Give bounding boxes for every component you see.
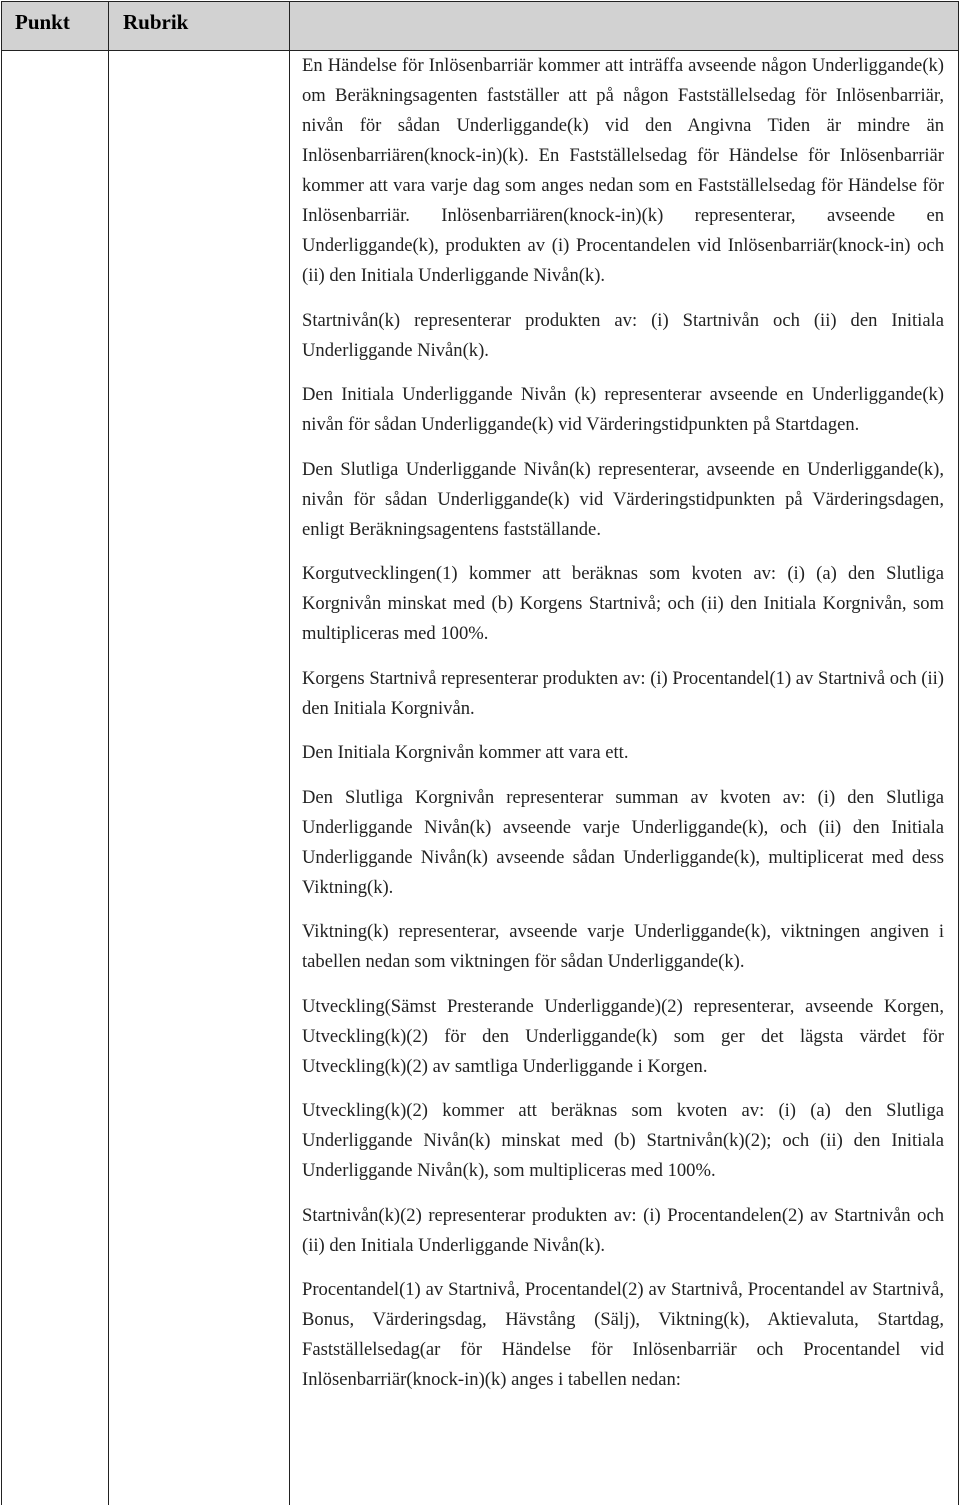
paragraph: En Händelse för Inlösenbarriär kommer att inträffa avseende någon Underliggande(k) om Beräkningsagenten fastställer att på någon Fastställelsedag för Inlösenbarriär, nivån för sådan Underliggande(k) vid den Angivna Tiden är mindre än Inlösenbarriären(knock-in)(k). En Fastställelsedag för Händelse för Inlösenbarriär kommer att vara varje dag som anges nedan som en Fastställelsedag för Händelse för Inlösenbarriär. Inlösenbarriären(knock-in)(k) representerar, avseende en Underliggande(k), produkten av (i) Procentandelen vid Inlösenbarriär(knock-in) och (ii) den Initiala Underliggande Nivån(k). bbox=[302, 55, 944, 286]
paragraph: Utveckling(Sämst Presterande Underliggande)(2) representerar, avseende Korgen, Utveckling(k)(2) för den Underliggande(k) som ger det lägsta värdet för Utveckling(k)(2) av samtliga Underliggande i Korgen. bbox=[302, 995, 944, 1077]
paragraph: Procentandel(1) av Startnivå, Procentandel(2) av Startnivå, Procentandel av Startnivå, Bonus, Värderingsdag, Hävstång (Sälj), Viktning(k), Aktievaluta, Startdag, Fastställelsedag(ar för Händelse för Inlösenbarriär och Procentandel vid Inlösenbarriär(knock-in)(k) anges i tabellen nedan: bbox=[302, 1279, 944, 1390]
column-divider-rubrik bbox=[289, 2, 290, 1505]
paragraph: Den Initiala Underliggande Nivån (k) representerar avseende en Underliggande(k) nivån för sådan Underliggande(k) vid Värderingstidpunkten på Startdagen. bbox=[302, 384, 944, 435]
definitions-table bbox=[1, 1, 959, 1505]
content-cell bbox=[302, 51, 944, 1410]
paragraph: Korgutvecklingen(1) kommer att beräknas som kvoten av: (i) (a) den Slutliga Korgnivån minskat med (b) Korgens Startnivå; och (ii) den Initiala Korgnivån, som multipliceras med 100%. bbox=[302, 563, 944, 644]
paragraph: Startnivån(k) representerar produkten av: (i) Startnivån och (ii) den Initiala Underliggande Nivån(k). bbox=[302, 309, 944, 361]
header-punkt: Punkt bbox=[15, 10, 70, 34]
paragraph: Korgens Startnivå representerar produkten av: (i) Procentandel(1) av Startnivå och (ii) den Initiala Korgnivån. bbox=[302, 667, 944, 719]
paragraph: Den Slutliga Underliggande Nivån(k) representerar, avseende en Underliggande(k), nivån för sådan Underliggande(k) vid Värderingstidpunkten på Värderingsdagen, enligt Beräkningsagentens fastställande. bbox=[302, 458, 944, 540]
table-header bbox=[2, 2, 958, 51]
paragraph: Utveckling(k)(2) kommer att beräknas som kvoten av: (i) (a) den Slutliga Underliggande Nivån(k) minskat med (b) Startnivån(k)(2); och (ii) den Initiala Underliggande Nivån(k), som multipliceras med 100%. bbox=[302, 1100, 944, 1181]
column-divider-punkt bbox=[108, 2, 109, 1505]
paragraph: Startnivån(k)(2) representerar produkten av: (i) Procentandelen(2) av Startnivån och (ii) den Initiala Underliggande Nivån(k). bbox=[302, 1204, 944, 1256]
header-rubrik: Rubrik bbox=[123, 10, 189, 34]
paragraph: Viktning(k) representerar, avseende varje Underliggande(k), viktningen angiven i tabellen nedan som viktningen för sådan Underliggande(k). bbox=[302, 921, 944, 972]
paragraph: Den Slutliga Korgnivån representerar summan av kvoten av: (i) den Slutliga Underliggande Nivån(k) avseende varje Underliggande(k), och (ii) den Initiala Underliggande Nivån(k) avseende sådan Underliggande(k), multiplicerat med dess Viktning(k). bbox=[302, 786, 944, 898]
paragraph: Den Initiala Korgnivån kommer att vara ett. bbox=[302, 742, 629, 763]
